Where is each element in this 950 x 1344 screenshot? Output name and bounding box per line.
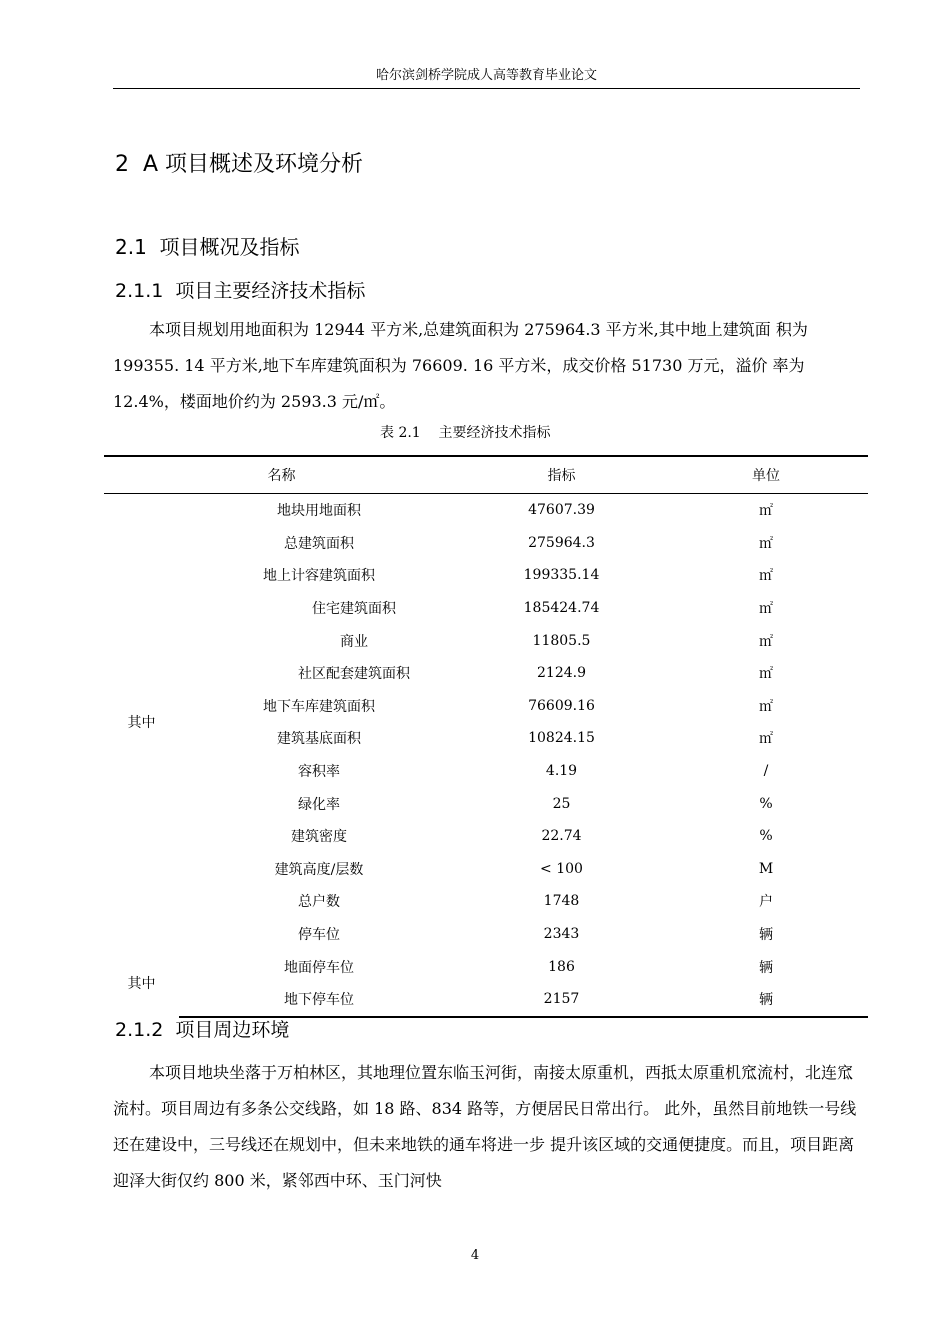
- table-row: [104, 592, 868, 625]
- row-unit: ㎡: [759, 731, 773, 748]
- row-value: 199335.14: [523, 567, 600, 584]
- row-name: 地块用地面积: [277, 503, 361, 520]
- table-row: [104, 820, 868, 853]
- row-unit: ㎡: [759, 601, 773, 618]
- subsection-heading-2-1-2: 2.1.2 项目周边环境: [115, 1019, 290, 1041]
- row-value: 25: [552, 795, 571, 812]
- row-name: 住宅建筑面积: [312, 601, 396, 618]
- row-name: 停车位: [298, 927, 340, 944]
- row-value: 22.74: [541, 828, 582, 845]
- table-row: [104, 755, 868, 788]
- table-row: [104, 722, 868, 755]
- row-unit: %: [759, 795, 773, 812]
- row-unit: 户: [759, 894, 773, 911]
- row-name: 地上计容建筑面积: [263, 568, 375, 585]
- header-value: 指标: [459, 456, 664, 494]
- table-row: [104, 559, 868, 592]
- chapter-heading: 2 A 项目概述及环境分析: [115, 152, 364, 177]
- paragraph-economic-indicators: 本项目规划用地面积为 12944 平方米,总建筑面积为 275964.3 平方米,其中地上建筑面 积为 199355. 14 平方米,地下车库建筑面积为 76609. 16 平方米，成交价格 51730 万元，溢价 率为 12.4%，楼面地价约为 2593.3 元/㎡。: [113, 320, 808, 411]
- row-value: 47607.39: [528, 502, 595, 519]
- row-value: 2343: [543, 926, 580, 943]
- row-unit: ㎡: [759, 503, 773, 520]
- row-name: 建筑密度: [291, 829, 347, 846]
- table-row: [104, 918, 868, 951]
- row-unit: %: [759, 828, 773, 845]
- row-value: 4.19: [545, 763, 578, 780]
- row-unit: M: [758, 860, 774, 877]
- table-row: [104, 853, 868, 886]
- row-unit: 辆: [759, 927, 773, 944]
- table-caption: 表 2.1 主要经济技术指标: [380, 425, 551, 441]
- table-row: [104, 983, 868, 1017]
- row-unit: 辆: [664, 983, 868, 1017]
- row-name: 总户数: [298, 894, 340, 911]
- page-header-title: 哈尔滨剑桥学院成人高等教育毕业论文: [375, 68, 597, 83]
- row-unit: 辆: [759, 959, 773, 976]
- row-name: 商业: [340, 633, 368, 650]
- header-unit: 单位: [664, 456, 868, 494]
- table-row: [104, 494, 868, 527]
- table-row: [104, 885, 868, 918]
- row-value: 76609.16: [528, 697, 595, 714]
- row-name: 地下车库建筑面积: [263, 698, 375, 715]
- row-unit: ㎡: [759, 666, 773, 683]
- row-name: 地下停车位: [179, 983, 459, 1017]
- table-row: [104, 787, 868, 820]
- table-header-row: [104, 456, 868, 494]
- page-number: 4: [470, 1248, 480, 1263]
- row-value: 11805.5: [532, 632, 591, 649]
- table-row: [104, 950, 868, 983]
- paragraph-surroundings: 本项目地块坐落于万柏林区，其地理位置东临玉河街，南接太原重机，西抵太原重机窊流村，北连窊流村。项目周边有多条公交线路，如 18 路、834 路等，方便居民日常出行。 此外，虽然目前地铁一号线还在建设中，三号线还在规划中，但未来地铁的通车将进一步 提升该区域的交通便捷度。而且，项目距离迎泽大街仅约 800 米，紧邻西中环、玉门河快: [113, 1063, 857, 1190]
- row-name: 总建筑面积: [284, 535, 354, 552]
- table-row: [104, 657, 868, 690]
- row-name: 社区配套建筑面积: [298, 666, 410, 683]
- row-name: 容积率: [298, 764, 340, 781]
- row-unit: ㎡: [759, 698, 773, 715]
- row-value: 2157: [459, 983, 664, 1017]
- row-unit: ㎡: [759, 633, 773, 650]
- header-rule: [113, 88, 860, 89]
- row-name: 建筑基底面积: [277, 731, 361, 748]
- header-name: 名称: [104, 456, 459, 494]
- row-value: 186: [548, 958, 575, 975]
- group-label: 其中: [127, 976, 156, 993]
- group-label: 其中: [127, 715, 156, 732]
- table-row: [104, 527, 868, 560]
- row-value: 275964.3: [528, 534, 595, 551]
- section-heading-2-1: 2.1 项目概况及指标: [115, 235, 300, 259]
- row-value: < 100: [540, 860, 583, 877]
- indicators-table: [104, 455, 868, 1018]
- row-name: 建筑高度/层数: [274, 861, 364, 878]
- row-unit: ㎡: [759, 568, 773, 585]
- subsection-heading-2-1-1: 2.1.1 项目主要经济技术指标: [115, 280, 366, 302]
- row-value: 10824.15: [528, 730, 595, 747]
- row-unit: /: [763, 763, 769, 780]
- table-row: [104, 690, 868, 723]
- row-unit: ㎡: [759, 535, 773, 552]
- row-value: 1748: [543, 893, 580, 910]
- row-name: 地面停车位: [284, 959, 354, 976]
- table-row: [104, 624, 868, 657]
- row-name: 绿化率: [298, 796, 340, 813]
- row-value: 185424.74: [523, 600, 600, 617]
- row-value: 2124.9: [537, 665, 586, 682]
